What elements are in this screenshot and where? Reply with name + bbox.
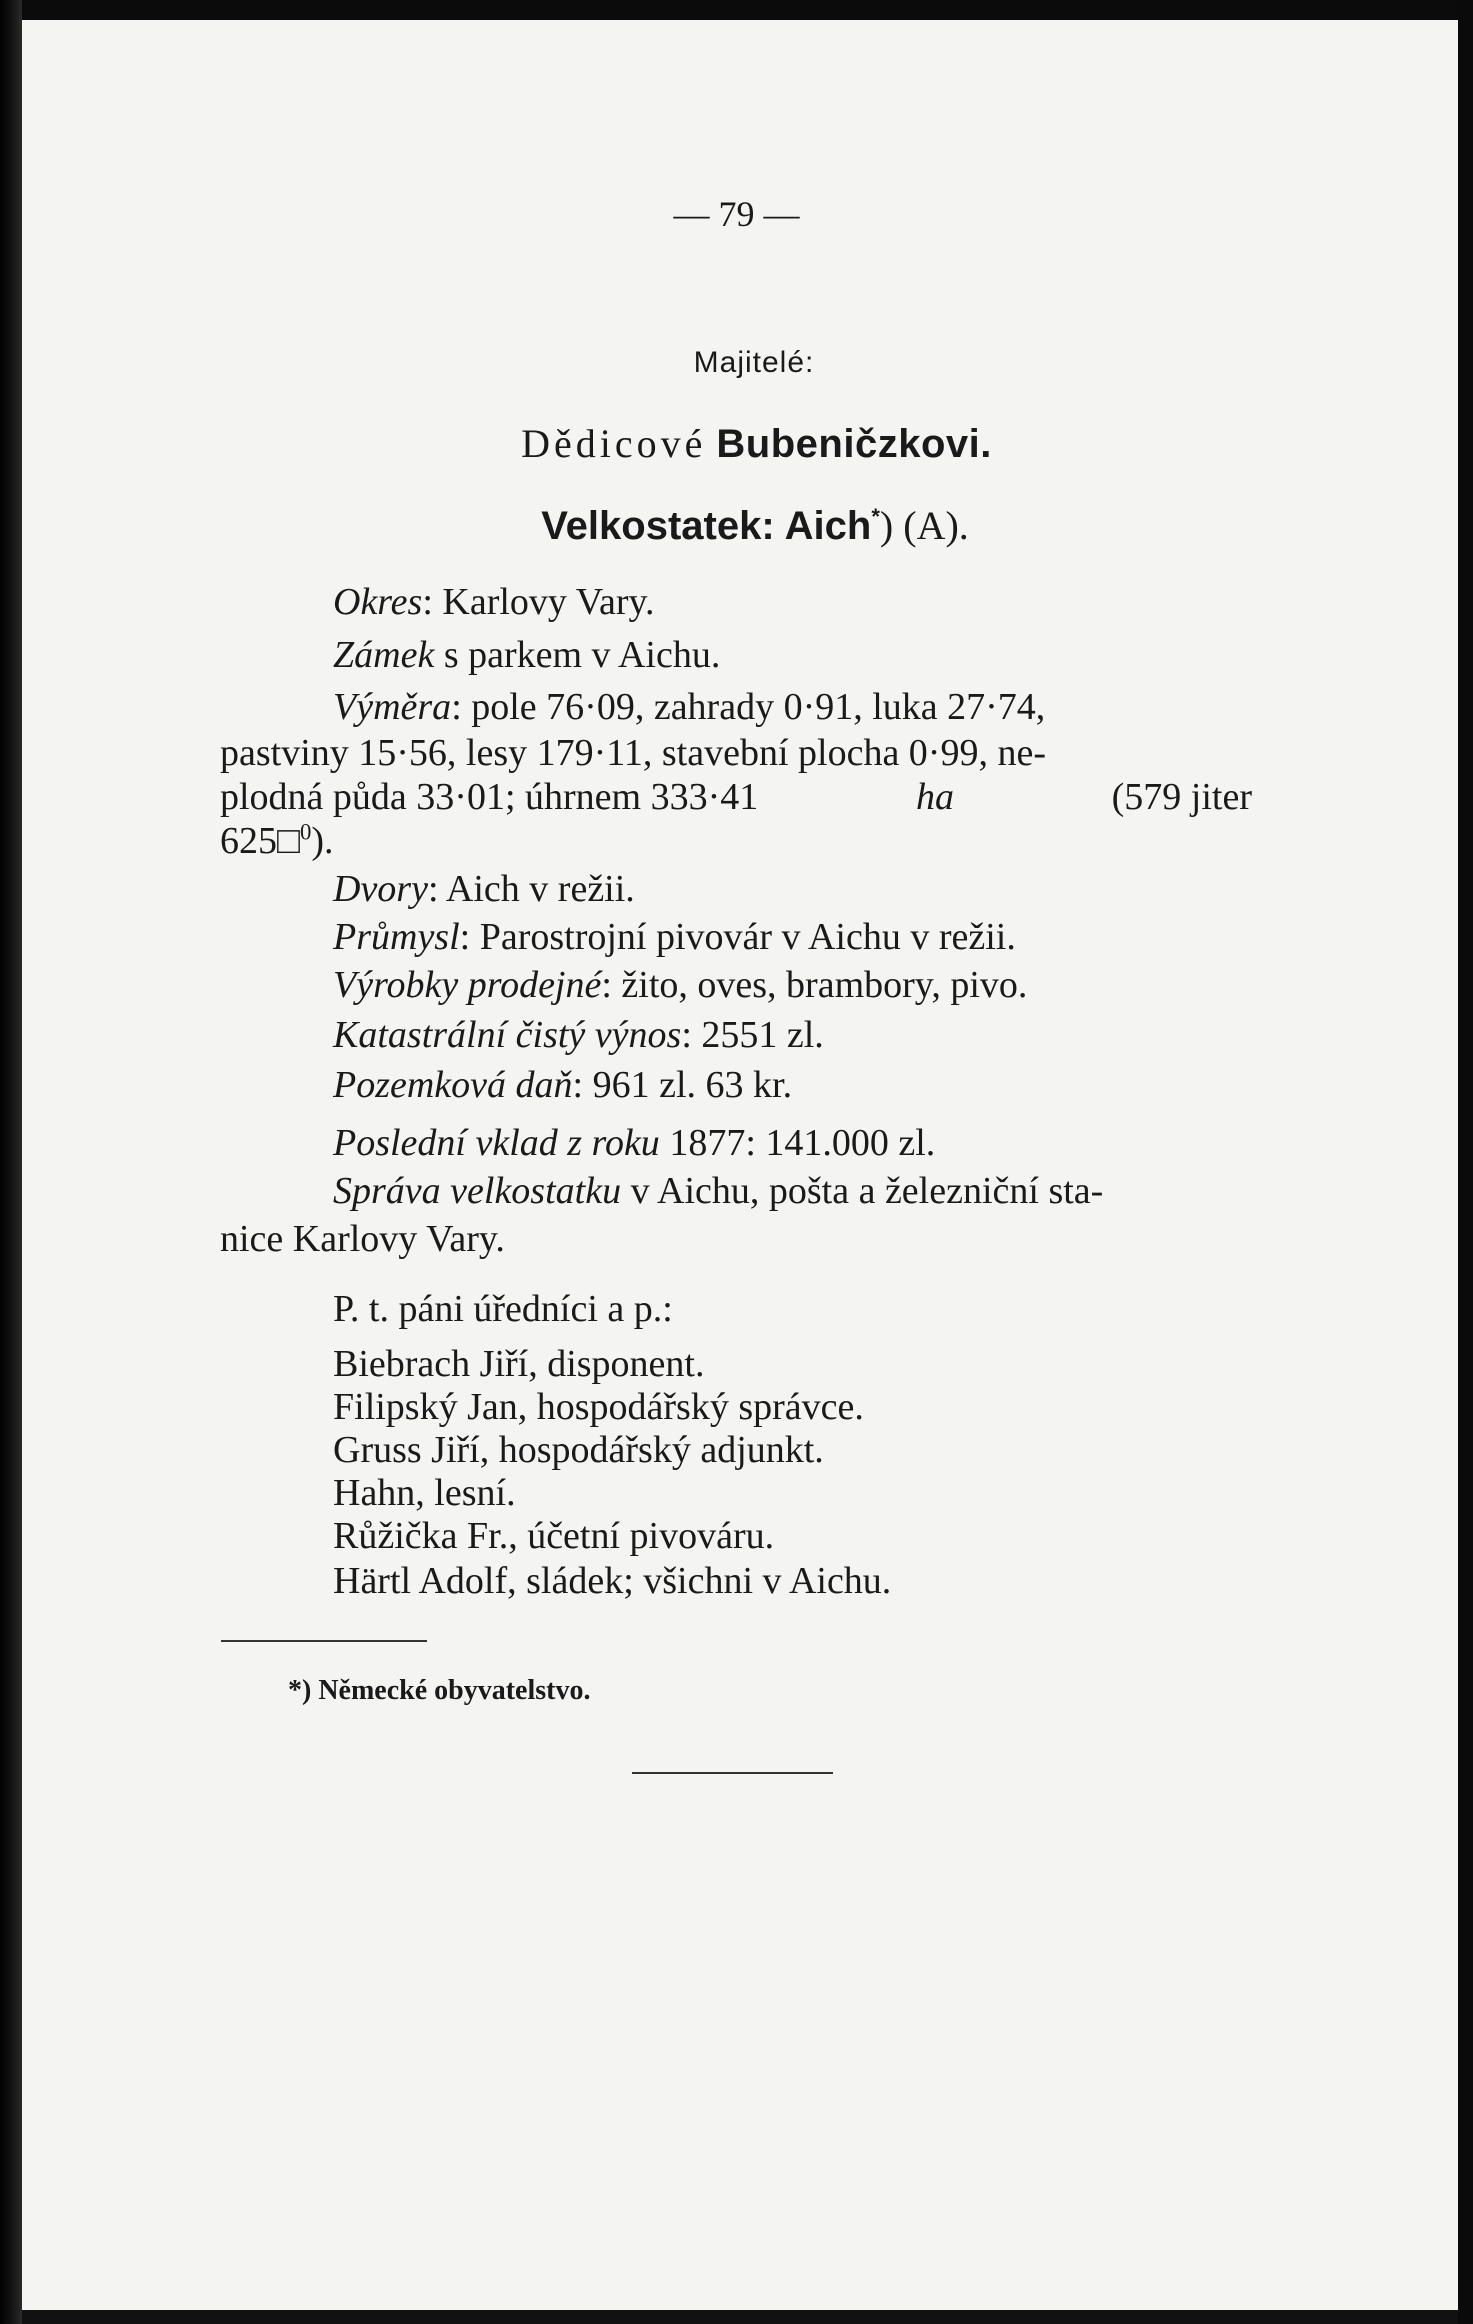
vyrobky-label: Výrobky prodejné bbox=[333, 964, 602, 1006]
owners-label: Majitelé: bbox=[693, 346, 815, 379]
katastr-value: : 2551 zl. bbox=[681, 1014, 824, 1056]
vyrobky-line bbox=[333, 966, 1027, 1004]
vymera-line-4-sup: 0 bbox=[299, 819, 312, 845]
estate-label: Velkostatek: bbox=[541, 504, 775, 548]
vymera-line-3-end: (579 jiter bbox=[1111, 776, 1252, 818]
vymera-line-4-end: ). bbox=[311, 820, 334, 862]
vymera-line-4 bbox=[220, 819, 334, 862]
officials-intro: P. t. páni úředníci a p.: bbox=[333, 1288, 673, 1330]
dan-line bbox=[333, 1066, 792, 1104]
katastr-line bbox=[333, 1016, 824, 1054]
okres-sep: : bbox=[422, 581, 433, 623]
sprava-line-2: nice Karlovy Vary. bbox=[220, 1218, 505, 1260]
sprava-label: Správa velkostatku bbox=[333, 1170, 622, 1212]
zamek-line bbox=[333, 636, 720, 674]
footnote-rule bbox=[221, 1640, 427, 1642]
okres-value: Karlovy Vary. bbox=[442, 581, 655, 623]
dvory-line bbox=[333, 870, 635, 908]
heirs-name: Bubeničzkovi. bbox=[716, 422, 992, 466]
end-rule bbox=[632, 1772, 833, 1774]
vymera-line-1-text: : pole 76·09, zahrady 0·91, luka 27·74, bbox=[451, 686, 1046, 728]
footnote: *) Německé obyvatelstvo. bbox=[288, 1675, 591, 1706]
vymera-line-2: pastviny 15·56, lesy 179·11, stavební plocha 0·99, ne- bbox=[220, 732, 1046, 774]
official-entry: Härtl Adolf, sládek; všichni v Aichu. bbox=[333, 1560, 892, 1602]
sprava-value: v Aichu, pošta a železniční sta- bbox=[630, 1170, 1104, 1212]
okres-line bbox=[333, 583, 655, 621]
heirs-prefix: Dědicové bbox=[521, 421, 707, 466]
dan-label: Pozemková daň bbox=[333, 1064, 573, 1106]
official-entry: Biebrach Jiří, disponent. bbox=[333, 1343, 705, 1385]
dvory-value: : Aich v režii. bbox=[427, 868, 635, 910]
estate-name: Aich bbox=[784, 504, 872, 548]
estate-footnote-marker: * bbox=[871, 504, 880, 529]
estate-suffix: ) (A). bbox=[879, 503, 969, 548]
estate-heading bbox=[0, 503, 1473, 548]
official-entry: Hahn, lesní. bbox=[333, 1472, 516, 1514]
dvory-label: Dvory bbox=[333, 868, 428, 910]
vklad-line bbox=[333, 1124, 935, 1162]
vyrobky-value: : žito, oves, brambory, pivo. bbox=[601, 964, 1028, 1006]
katastr-label: Katastrální čistý výnos bbox=[333, 1014, 682, 1056]
prumysl-value: : Parostrojní pivovár v Aichu v režii. bbox=[459, 916, 1016, 958]
prumysl-label: Průmysl bbox=[333, 916, 460, 958]
heirs-line bbox=[0, 421, 1473, 466]
official-entry: Filipský Jan, hospodářský správce. bbox=[333, 1386, 864, 1428]
zamek-value: s parkem v Aichu. bbox=[443, 634, 721, 676]
sprava-line-1 bbox=[333, 1172, 1103, 1210]
vymera-line-4-text: 625□ bbox=[220, 820, 300, 862]
vklad-label: Poslední vklad z roku bbox=[333, 1122, 660, 1164]
vymera-label: Výměra bbox=[333, 686, 452, 728]
official-entry: Gruss Jiří, hospodářský adjunkt. bbox=[333, 1429, 824, 1471]
vymera-unit-ha: ha bbox=[915, 776, 954, 818]
vymera-line-3 bbox=[220, 778, 1252, 816]
zamek-label: Zámek bbox=[333, 634, 435, 676]
vklad-value: 1877: 141.000 zl. bbox=[669, 1122, 936, 1164]
page-number: — 79 — bbox=[673, 194, 800, 234]
official-entry: Růžička Fr., účetní pivováru. bbox=[333, 1515, 775, 1557]
scan-edge-top bbox=[0, 0, 1473, 20]
vymera-line-3-start: plodná půda 33·01; úhrnem 333·41 bbox=[220, 776, 759, 818]
prumysl-line bbox=[333, 918, 1016, 956]
vymera-line-1 bbox=[333, 688, 1250, 726]
dan-value: : 961 zl. 63 kr. bbox=[572, 1064, 793, 1106]
okres-label: Okres bbox=[333, 581, 423, 623]
